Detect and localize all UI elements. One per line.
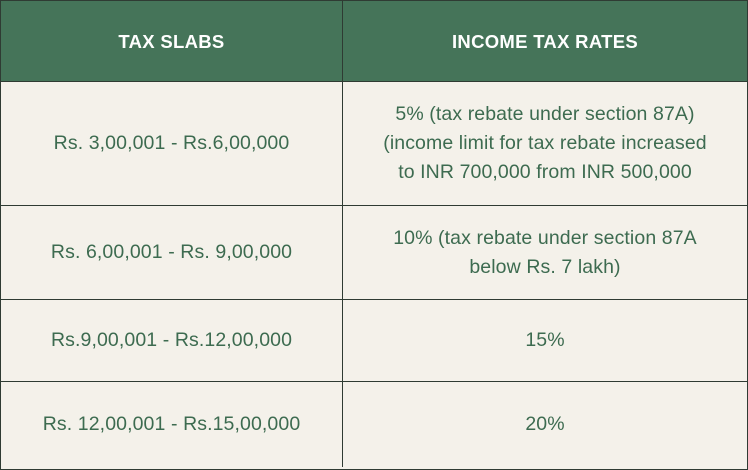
slab-cell: Rs. 6,00,001 - Rs. 9,00,000 <box>1 206 343 299</box>
rate-line: 15% <box>525 329 565 351</box>
header-income-tax-rates: INCOME TAX RATES <box>451 30 639 52</box>
slab-cell: Rs. 12,00,001 - Rs.15,00,000 <box>1 382 343 467</box>
table-header-row <box>1 1 747 82</box>
rate-cell <box>343 206 747 299</box>
rate-cell <box>343 300 747 381</box>
rate-cell <box>343 382 747 467</box>
rate-cell <box>343 82 747 205</box>
rate-line: below Rs. 7 lakh) <box>469 255 621 278</box>
rate-line: 5% (tax rebate under section 87A) <box>395 103 695 125</box>
slab-cell: Rs.9,00,001 - Rs.12,00,000 <box>1 300 343 381</box>
table-row <box>1 300 747 382</box>
rate-line: (income limit for tax rebate increased <box>383 132 707 154</box>
header-tax-slabs: TAX SLABS <box>1 1 343 81</box>
rate-line: 20% <box>525 413 565 435</box>
table-row <box>1 82 747 206</box>
rate-line: 10% (tax rebate under section 87A <box>393 226 697 249</box>
rate-line: to INR 700,000 from INR 500,000 <box>398 161 692 183</box>
slab-cell: Rs. 3,00,001 - Rs.6,00,000 <box>1 82 343 205</box>
table-row <box>1 206 747 300</box>
table-row <box>1 382 747 467</box>
